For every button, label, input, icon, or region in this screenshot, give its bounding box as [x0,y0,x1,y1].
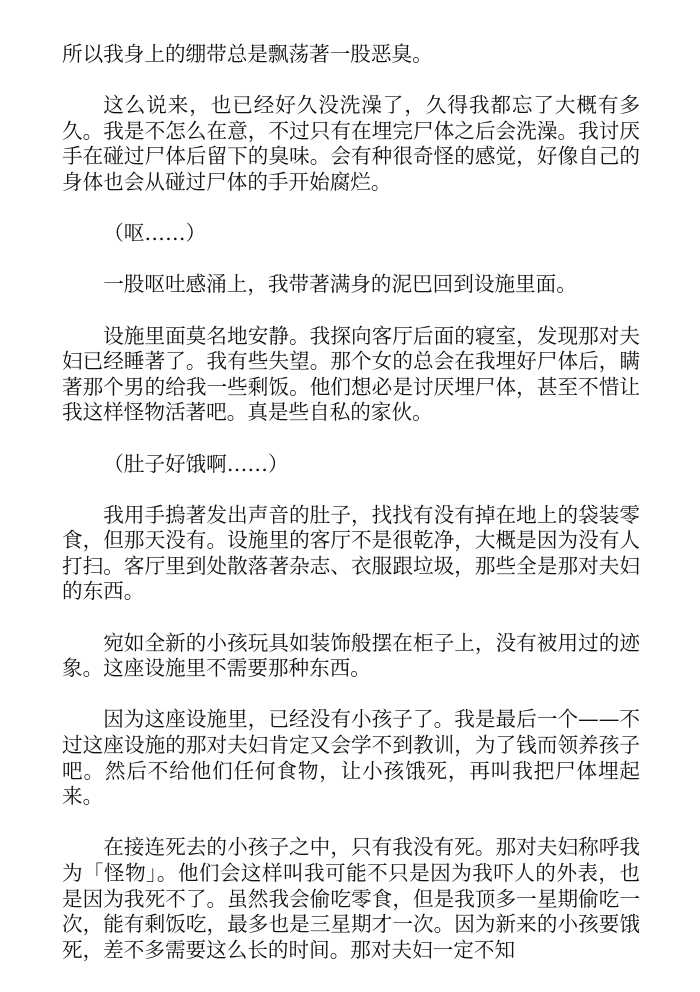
paragraph: 所以我身上的绷带总是飘荡著一股恶臭。 [62,42,433,66]
paragraph: 一股呕吐感涌上，我带著满身的泥巴回到设施里面。 [103,272,577,297]
paragraph: 因为这座设施里，已经没有小孩子了。我是最后一个——不过这座设施的那对夫妇肯定又会学不到教训，为了钱而领养孩子吧。然后不给他们任何食物，让小孩饿死，再叫我把尸体埋起来。 [62,707,640,809]
paragraph-inner-thought: （呕……） [103,221,207,246]
paragraph: 这么说来，也已经好久没洗澡了，久得我都忘了大概有多久。我是不怎么在意，不过只有在埋完尸体之后会洗澡。我讨厌手在碰过尸体后留下的臭味。会有种很奇怪的感觉，好像自己的身体也会从碰过尸体的手开始腐烂。 [62,93,640,194]
document-page [62,42,640,989]
paragraph: 在接连死去的小孩子之中，只有我没有死。那对夫妇称呼我为「怪物」。他们会这样叫我可能不只是因为我吓人的外表，也是因为我死不了。虽然我会偷吃零食，但是我顶多一星期偷吃一次，能有剩饭吃，最多也是三星期才一次。因为新来的小孩要饿死，差不多需要这么长的时间。那对夫妇一定不知 [62,835,640,962]
paragraph-inner-thought: （肚子好饿啊……） [103,451,289,476]
paragraph: 设施里面莫名地安静。我探向客厅后面的寝室，发现那对夫妇已经睡著了。我有些失望。那个女的总会在我埋好尸体后，瞒著那个男的给我一些剩饭。他们想必是讨厌埋尸体，甚至不惜让我这样怪物活著吧。真是些自私的家伙。 [62,323,640,425]
paragraph: 宛如全新的小孩玩具如装饰般摆在柜子上，没有被用过的迹象。这座设施里不需要那种东西。 [62,630,640,681]
paragraph: 我用手摀著发出声音的肚子，找找有没有掉在地上的袋装零食，但那天没有。设施里的客厅不是很乾净，大概是因为没有人打扫。客厅里到处散落著杂志、衣服跟垃圾，那些全是那对夫妇的东西。 [62,502,640,604]
